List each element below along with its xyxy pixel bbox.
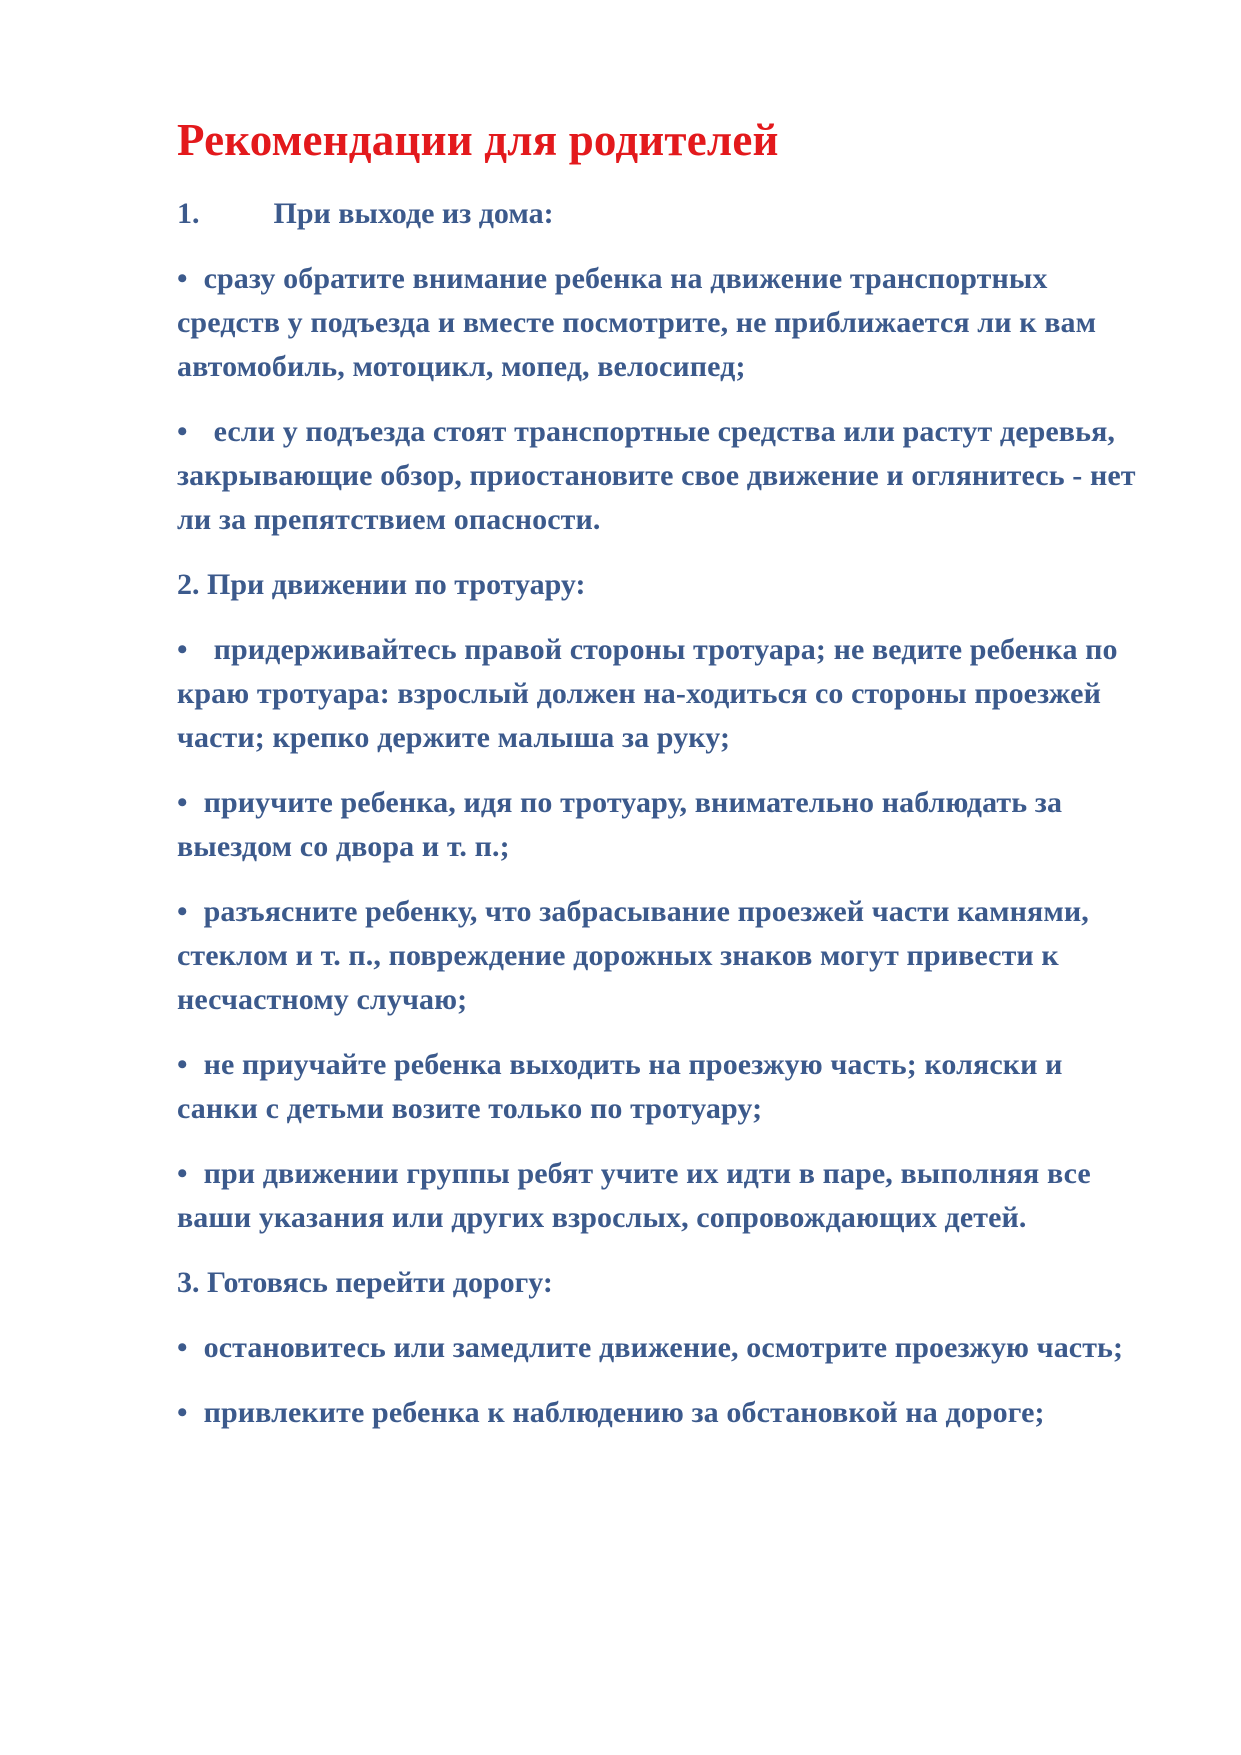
section-title: При выходе из дома: <box>273 197 554 230</box>
section-number: 2. <box>177 568 200 601</box>
section-number: 3. <box>177 1266 200 1299</box>
bullet-icon: • <box>177 1331 188 1364</box>
list-item: • приучите ребенка, идя по тротуару, внимательно наблюдать за выездом со двора и т. п.; <box>177 786 1063 863</box>
document-title: Рекомендации для родителей <box>177 115 779 165</box>
bullet-icon: • <box>177 1396 188 1429</box>
bullet-icon: • <box>177 633 188 666</box>
bullet-icon: • <box>177 262 188 295</box>
section-title: При движении по тротуару: <box>207 568 586 601</box>
section-title: Готовясь перейти дорогу: <box>207 1266 553 1299</box>
section-heading-1 <box>177 192 1147 236</box>
list-item: • привлеките ребенка к наблюдению за обстановкой на дороге; <box>177 1396 1045 1429</box>
list-item: • сразу обратите внимание ребенка на движение транспортных средств у подъезда и вместе посмотрите, не приближается ли к вам автомобиль, мотоцикл, мопед, велосипед; <box>177 262 1097 383</box>
bullet-icon: • <box>177 415 188 448</box>
bullet-icon: • <box>177 1048 188 1081</box>
section-heading-2 <box>177 563 1147 607</box>
section-heading-3 <box>177 1261 1147 1305</box>
bullet-icon: • <box>177 1157 188 1190</box>
bullet-icon: • <box>177 895 188 928</box>
list-item: • придерживайтесь правой стороны тротуара; не ведите ребенка по краю тротуара: взрослый должен на-ходиться со стороны проезжей части; крепко держите малыша за руку; <box>177 633 1118 754</box>
list-item: • если у подъезда стоят транспортные средства или растут деревья, закрывающие обзор, приостановите свое движение и оглянитесь - нет ли за препятствием опасности. <box>177 415 1136 536</box>
list-item: • остановитесь или замедлите движение, осмотрите проезжую часть; <box>177 1331 1124 1364</box>
list-item: • не приучайте ребенка выходить на проезжую часть; коляски и санки с детьми возите только по тротуару; <box>177 1048 1063 1125</box>
bullet-icon: • <box>177 786 188 819</box>
section-number: 1. <box>177 197 200 230</box>
document-page <box>177 112 1147 1456</box>
list-item: • разъясните ребенку, что забрасывание проезжей части камнями, стеклом и т. п., повреждение дорожных знаков могут привести к несчастному случаю; <box>177 895 1089 1016</box>
list-item: • при движении группы ребят учите их идти в паре, выполняя все ваши указания или других взрослых, сопровождающих детей. <box>177 1157 1091 1234</box>
